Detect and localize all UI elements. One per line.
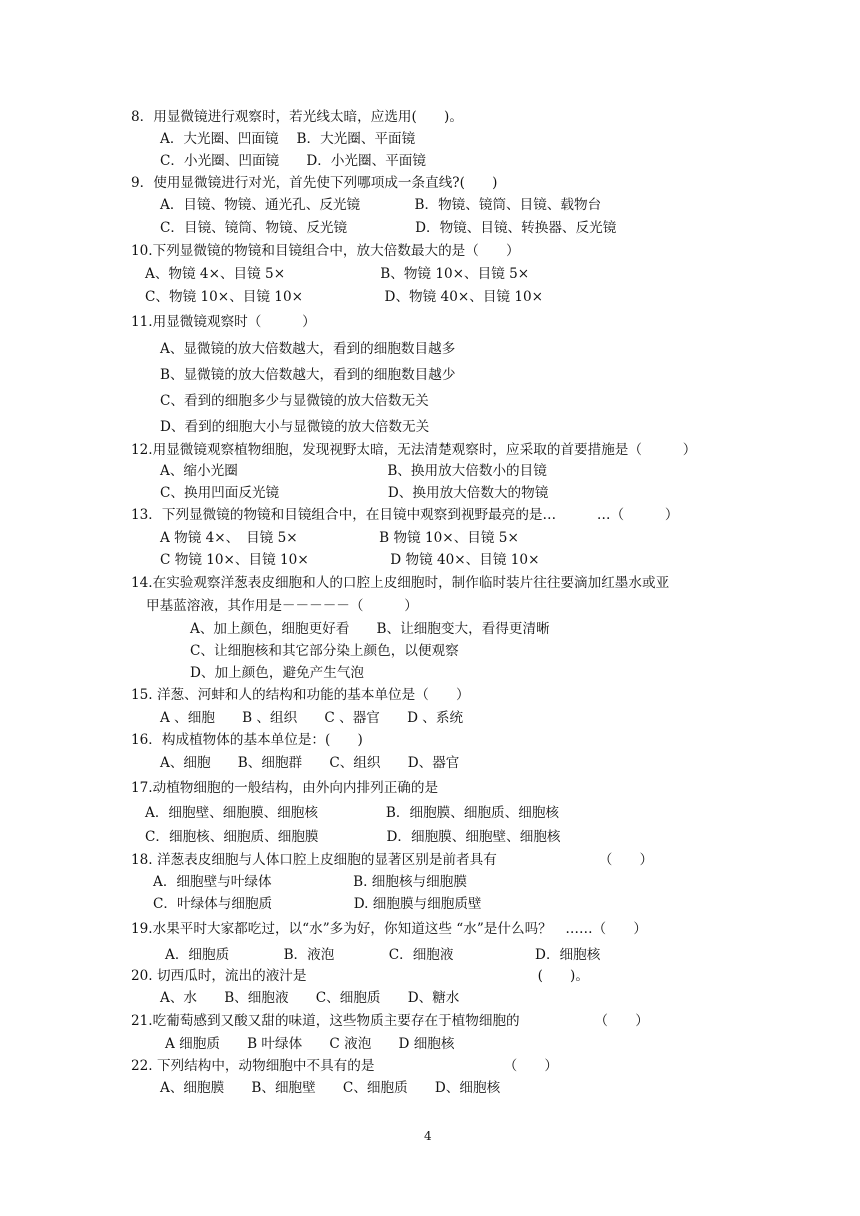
question-10-options-cd: C、物镜 10×、目镜 10× D、物镜 40×、目镜 10× <box>145 289 544 305</box>
question-17: 17.动植物细胞的一般结构，由外向内排列正确的是 <box>131 780 439 796</box>
question-9-options-ab: A．目镜、物镜、通光孔、反光镜 B．物镜、镜筒、目镜、载物台 <box>160 197 602 213</box>
question-18-options-cd: C．叶绿体与细胞质 D. 细胞膜与细胞质壁 <box>153 896 482 912</box>
question-21: 21.吃葡萄感到又酸又甜的味道，这些物质主要存在于植物细胞的 （ ） <box>131 1013 649 1029</box>
question-17-options-ab: A．细胞壁、细胞膜、细胞核 B．细胞膜、细胞质、细胞核 <box>145 805 560 821</box>
question-19: 19.水果平时大家都吃过，以“水”多为好，你知道这些 “水”是什么吗？ ……（ ） <box>131 921 647 937</box>
question-13: 13．下列显微镜的物镜和目镜组合中，在目镜中观察到视野最亮的是… …（ ） <box>131 507 679 523</box>
question-11-option-c: C、看到的细胞多少与显微镜的放大倍数无关 <box>160 393 429 409</box>
question-13-options-cd: C 物镜 10×、目镜 10× D 物镜 40×、目镜 10× <box>160 552 540 568</box>
question-14: 14.在实验观察洋葱表皮细胞和人的口腔上皮细胞时，制作临时装片往往要滴加红墨水或亚 <box>131 575 670 591</box>
question-8-options-ab: A．大光圈、凹面镜 B．大光圈、平面镜 <box>160 131 416 147</box>
question-20: 20. 切西瓜时，流出的液汁是 ( )。 <box>131 968 589 984</box>
question-13-options-ab: A 物镜 4×、 目镜 5× B 物镜 10×、目镜 5× <box>160 530 519 546</box>
question-19-options: A．细胞质 B．液泡 C．细胞液 D．细胞核 <box>165 947 601 963</box>
question-8-options-cd: C．小光圈、凹面镜 D．小光圈、平面镜 <box>160 153 426 169</box>
question-14-option-c: C、让细胞核和其它部分染上颜色，以便观察 <box>190 643 459 659</box>
question-10-options-ab: A、物镜 4×、目镜 5× B、物镜 10×、目镜 5× <box>145 266 530 282</box>
question-20-options: A、水 B、细胞液 C、细胞质 D、糖水 <box>160 990 460 1006</box>
question-15-options: A 、细胞 B 、组织 C 、器官 D 、系统 <box>160 710 464 726</box>
question-12-options-ab: A、缩小光圈 B、换用放大倍数小的目镜 <box>160 463 547 479</box>
question-11-option-b: B、显微镜的放大倍数越大，看到的细胞数目越少 <box>160 367 456 383</box>
question-11-option-a: A、显微镜的放大倍数越大，看到的细胞数目越多 <box>160 341 456 357</box>
question-9-options-cd: C．目镜、镜筒、物镜、反光镜 D．物镜、目镜、转换器、反光镜 <box>160 220 617 236</box>
question-11-option-d: D、看到的细胞大小与显微镜的放大倍数无关 <box>160 419 430 435</box>
page-number: 4 <box>424 1129 432 1143</box>
question-9: 9．使用显微镜进行对光，首先使下列哪项成一条直线?( ) <box>131 175 498 191</box>
question-16-options: A、细胞 B、细胞群 C、组织 D、器官 <box>160 755 460 771</box>
question-14-option-d: D、加上颜色，避免产生气泡 <box>190 665 365 681</box>
question-21-options: A 细胞质 B 叶绿体 C 液泡 D 细胞核 <box>165 1036 455 1052</box>
question-12-options-cd: C、换用凹面反光镜 D、换用放大倍数大的物镜 <box>160 485 549 501</box>
question-16: 16．构成植物体的基本单位是：( ) <box>131 732 363 748</box>
question-18-options-ab: A．细胞壁与叶绿体 B. 细胞核与细胞膜 <box>153 874 467 890</box>
question-11: 11.用显微镜观察时（ ） <box>131 314 316 330</box>
question-22-options: A、细胞膜 B、细胞壁 C、细胞质 D、细胞核 <box>160 1080 501 1096</box>
question-17-options-cd: C．细胞核、细胞质、细胞膜 D．细胞膜、细胞壁、细胞核 <box>145 829 561 845</box>
question-22: 22. 下列结构中，动物细胞中不具有的是 （ ） <box>131 1058 558 1074</box>
question-14-continued: 甲基蓝溶液，其作用是－－－－－（ ） <box>146 598 418 614</box>
question-14-options-ab: A、加上颜色，细胞更好看 B、让细胞变大，看得更清晰 <box>190 621 550 637</box>
question-10: 10.下列显微镜的物镜和目镜组合中，放大倍数最大的是（ ） <box>131 243 520 259</box>
question-15: 15. 洋葱、河蚌和人的结构和功能的基本单位是（ ） <box>131 687 470 703</box>
question-8: 8．用显微镜进行观察时，若光线太暗，应选用( )。 <box>131 109 463 125</box>
question-18: 18. 洋葱表皮细胞与人体口腔上皮细胞的显著区别是前者具有 （ ） <box>131 852 654 868</box>
question-12: 12.用显微镜观察植物细胞，发现视野太暗，无法清楚观察时，应采取的首要措施是（ ） <box>131 442 697 458</box>
